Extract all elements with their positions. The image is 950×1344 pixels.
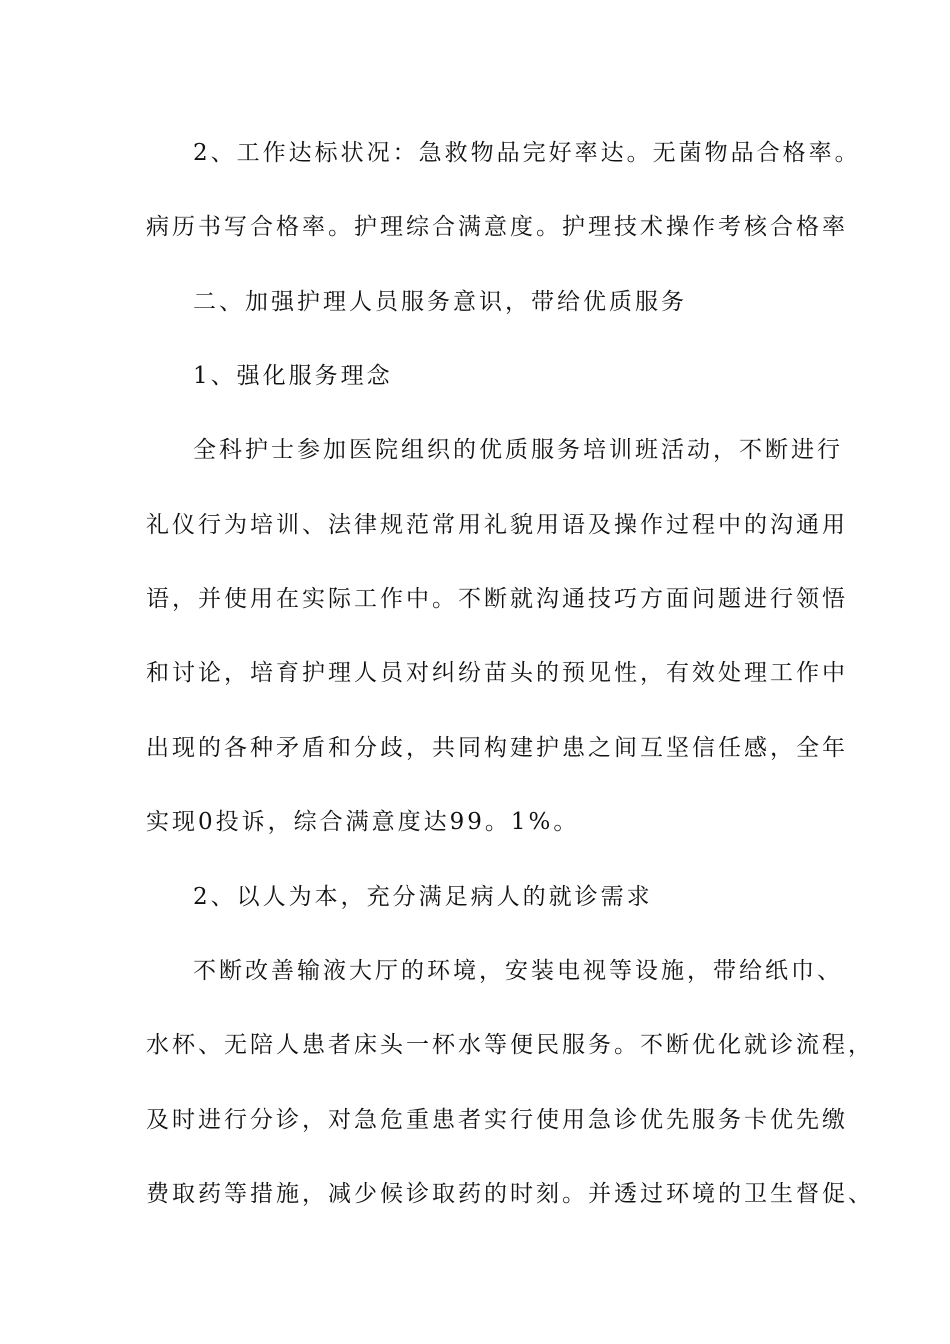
text-line-15: 费取药等措施，减少候诊取药的时刻。并透过环境的卫生督促、: [146, 1181, 874, 1207]
text-line-8: 和讨论，培育护理人员对纠纷苗头的预见性，有效处理工作中: [146, 660, 848, 686]
text-line-13: 水杯、无陪人患者床头一杯水等便民服务。不断优化就诊流程，: [146, 1032, 874, 1058]
text-line-12: 不断改善输液大厅的环境，安装电视等设施，带给纸巾、: [193, 958, 843, 984]
text-line-1: 2、工作达标状况：急救物品完好率达。无菌物品合格率。: [193, 140, 861, 166]
section-heading: 二、加强护理人员服务意识，带给优质服务: [193, 289, 687, 315]
text-line-9: 出现的各种矛盾和分歧，共同构建护患之间互坚信任感，全年: [146, 735, 848, 761]
subsection-heading-2: 2、以人为本，充分满足病人的就诊需求: [193, 884, 653, 910]
text-line-7: 语，并使用在实际工作中。不断就沟通技巧方面问题进行领悟: [146, 586, 848, 612]
text-line-10: 实现0投诉，综合满意度达99。1%。: [146, 809, 580, 835]
subsection-heading-1: 1、强化服务理念: [193, 363, 393, 389]
text-line-2: 病历书写合格率。护理综合满意度。护理技术操作考核合格率: [146, 214, 848, 240]
text-line-6: 礼仪行为培训、法律规范常用礼貌用语及操作过程中的沟通用: [146, 512, 848, 538]
text-line-5: 全科护士参加医院组织的优质服务培训班活动，不断进行: [193, 437, 843, 463]
text-line-14: 及时进行分诊，对急危重患者实行使用急诊优先服务卡优先缴: [146, 1107, 848, 1133]
